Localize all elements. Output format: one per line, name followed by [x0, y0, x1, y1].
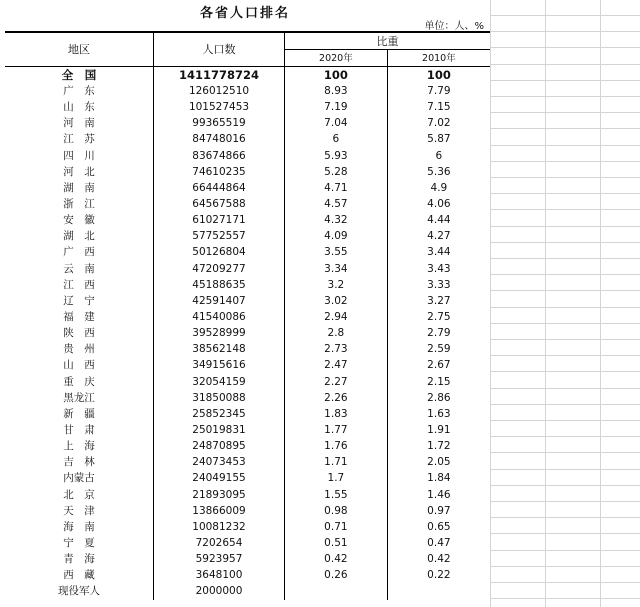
ratio-2020-cell: 0.42	[285, 552, 388, 568]
region-cell: 青 海	[63, 553, 95, 566]
ratio-2020-cell: 2.94	[285, 309, 388, 325]
ratio-2010-cell: 3.43	[427, 262, 451, 275]
grid-row-line	[490, 47, 640, 48]
region-cell: 内蒙古	[63, 472, 95, 485]
region-cell: 安 徽	[63, 214, 95, 227]
region-cell: 重 庆	[63, 375, 95, 388]
ratio-2020-cell: 100	[285, 67, 388, 84]
ratio-2020-cell: 5.93	[285, 148, 388, 164]
region-cell: 天 津	[63, 504, 95, 517]
population-cell: 38562148	[154, 342, 285, 358]
ratio-2020-cell: 1.77	[285, 422, 388, 438]
table-row	[5, 374, 490, 390]
table-row	[5, 552, 490, 568]
region-cell: 吉 林	[63, 456, 95, 469]
grid-row-line	[490, 128, 640, 129]
table-row	[5, 471, 490, 487]
region-cell: 福 建	[63, 310, 95, 323]
grid-column-line	[490, 0, 491, 607]
region-cell: 全 国	[61, 67, 97, 82]
region-cell: 宁 夏	[63, 536, 95, 549]
ratio-2020-cell: 3.34	[285, 261, 388, 277]
region-cell: 云 南	[63, 262, 95, 275]
ratio-2020-cell: 0.98	[285, 503, 388, 519]
ratio-2010-cell: 100	[426, 67, 451, 82]
grid-row-line	[490, 290, 640, 291]
ratio-2020-cell: 0.51	[285, 535, 388, 551]
ratio-2010-cell: 1.84	[427, 472, 451, 485]
population-cell: 3648100	[154, 568, 285, 584]
ratio-2020-cell: 3.2	[285, 277, 388, 293]
ratio-2020-cell: 1.55	[285, 487, 388, 503]
region-cell: 江 苏	[63, 133, 95, 146]
ratio-2010-cell: 0.97	[427, 504, 451, 517]
region-cell: 广 西	[63, 246, 95, 259]
table-row	[5, 519, 490, 535]
grid-row-line	[490, 566, 640, 567]
population-cell: 24073453	[154, 455, 285, 471]
table-row	[5, 293, 490, 309]
population-cell: 39528999	[154, 326, 285, 342]
ratio-2010-cell: 4.9	[430, 181, 448, 194]
ratio-2020-cell	[285, 584, 388, 600]
ratio-2010-cell: 1.46	[427, 488, 451, 501]
table-row	[5, 100, 490, 116]
region-cell: 山 西	[63, 359, 95, 372]
region-cell: 上 海	[63, 440, 95, 453]
table-row	[5, 535, 490, 551]
ratio-2010-cell: 2.75	[427, 310, 451, 323]
population-cell: 21893095	[154, 487, 285, 503]
header-region: 地区	[5, 32, 154, 67]
grid-row-line	[490, 452, 640, 453]
grid-row-line	[490, 80, 640, 81]
grid-row-line	[490, 307, 640, 308]
region-cell: 现役军人	[58, 585, 100, 598]
region-cell: 山 东	[63, 101, 95, 114]
grid-row-line	[490, 193, 640, 194]
grid-row-line	[490, 533, 640, 534]
ratio-2010-cell: 7.02	[427, 117, 451, 130]
ratio-2010-cell: 5.36	[427, 165, 451, 178]
ratio-2020-cell: 4.09	[285, 229, 388, 245]
population-cell: 50126804	[154, 245, 285, 261]
region-cell: 四 川	[63, 149, 95, 162]
table-row	[5, 116, 490, 132]
population-cell: 31850088	[154, 390, 285, 406]
ratio-2010-cell: 2.79	[427, 327, 451, 340]
header-2010: 2010年	[387, 50, 490, 67]
table-row	[5, 439, 490, 455]
population-cell: 61027171	[154, 213, 285, 229]
population-cell: 7202654	[154, 535, 285, 551]
header-population: 人口数	[154, 32, 285, 67]
ratio-2020-cell: 8.93	[285, 83, 388, 99]
grid-column-line	[600, 0, 601, 607]
grid-row-line	[490, 226, 640, 227]
ratio-2010-cell: 1.63	[427, 407, 451, 420]
table-row	[5, 422, 490, 438]
grid-row-line	[490, 209, 640, 210]
table-row	[5, 213, 490, 229]
ratio-2020-cell: 2.27	[285, 374, 388, 390]
region-cell: 浙 江	[63, 197, 95, 210]
grid-row-line	[490, 323, 640, 324]
ratio-2020-cell: 1.7	[285, 471, 388, 487]
population-cell: 57752557	[154, 229, 285, 245]
ratio-2010-cell: 0.47	[427, 536, 451, 549]
ratio-2010-cell: 5.87	[427, 133, 451, 146]
table-row	[5, 277, 490, 293]
ratio-2010-cell	[387, 584, 490, 600]
table-row	[5, 406, 490, 422]
population-cell: 74610235	[154, 164, 285, 180]
ratio-2020-cell: 0.71	[285, 519, 388, 535]
ratio-2020-cell: 7.04	[285, 116, 388, 132]
region-cell: 湖 北	[63, 230, 95, 243]
population-cell: 5923957	[154, 552, 285, 568]
population-cell: 101527453	[154, 100, 285, 116]
ratio-2020-cell: 1.76	[285, 439, 388, 455]
grid-row-line	[490, 485, 640, 486]
grid-row-line	[490, 501, 640, 502]
ratio-2020-cell: 4.57	[285, 196, 388, 212]
ratio-2010-cell: 2.05	[427, 456, 451, 469]
grid-row-line	[490, 355, 640, 356]
grid-row-line	[490, 371, 640, 372]
ratio-2020-cell: 2.73	[285, 342, 388, 358]
ratio-2020-cell: 5.28	[285, 164, 388, 180]
ratio-2010-cell: 4.44	[427, 214, 451, 227]
population-cell: 64567588	[154, 196, 285, 212]
grid-row-line	[490, 64, 640, 65]
table-row	[5, 342, 490, 358]
table-row	[5, 326, 490, 342]
ratio-2020-cell: 4.71	[285, 180, 388, 196]
region-cell: 新 疆	[63, 407, 95, 420]
grid-row-line	[490, 161, 640, 162]
population-cell: 10081232	[154, 519, 285, 535]
region-cell: 河 南	[63, 117, 95, 130]
population-cell: 42591407	[154, 293, 285, 309]
ratio-2010-cell: 1.72	[427, 440, 451, 453]
region-cell: 北 京	[63, 488, 95, 501]
table-row	[5, 164, 490, 180]
ratio-2010-cell: 0.22	[427, 569, 451, 582]
region-cell: 黑龙江	[63, 391, 95, 404]
grid-row-line	[490, 517, 640, 518]
ratio-2020-cell: 6	[285, 132, 388, 148]
population-cell: 126012510	[154, 83, 285, 99]
table-header-row	[5, 32, 490, 50]
grid-row-line	[490, 469, 640, 470]
grid-row-line	[490, 258, 640, 259]
ratio-2020-cell: 3.02	[285, 293, 388, 309]
table-row	[5, 309, 490, 325]
ratio-2010-cell: 4.27	[427, 230, 451, 243]
grid-row-line	[490, 404, 640, 405]
table-row	[5, 180, 490, 196]
grid-row-line	[490, 420, 640, 421]
ratio-2010-cell: 2.86	[427, 391, 451, 404]
ratio-2020-cell: 0.26	[285, 568, 388, 584]
table-row	[5, 229, 490, 245]
population-table	[5, 31, 490, 600]
population-cell: 45188635	[154, 277, 285, 293]
ratio-2020-cell: 2.8	[285, 326, 388, 342]
population-cell: 25019831	[154, 422, 285, 438]
grid-column-line	[545, 0, 546, 607]
ratio-2020-cell: 2.26	[285, 390, 388, 406]
population-cell: 84748016	[154, 132, 285, 148]
table-row	[5, 148, 490, 164]
ratio-2010-cell: 7.15	[427, 101, 451, 114]
grid-row-line	[490, 145, 640, 146]
region-cell: 海 南	[63, 520, 95, 533]
ratio-2020-cell: 3.55	[285, 245, 388, 261]
population-cell: 32054159	[154, 374, 285, 390]
grid-row-line	[490, 436, 640, 437]
ratio-2010-cell: 3.33	[427, 278, 451, 291]
ratio-2010-cell: 0.65	[427, 520, 451, 533]
population-cell: 47209277	[154, 261, 285, 277]
table-row	[5, 358, 490, 374]
ratio-2020-cell: 7.19	[285, 100, 388, 116]
table-row	[5, 455, 490, 471]
grid-row-line	[490, 96, 640, 97]
grid-row-line	[490, 582, 640, 583]
grid-row-line	[490, 112, 640, 113]
region-cell: 西 藏	[63, 569, 95, 582]
ratio-2010-cell: 2.59	[427, 343, 451, 356]
grid-row-line	[490, 242, 640, 243]
population-cell: 83674866	[154, 148, 285, 164]
population-cell: 2000000	[154, 584, 285, 600]
grid-row-line	[490, 339, 640, 340]
table-row	[5, 132, 490, 148]
grid-row-line	[490, 31, 640, 32]
unit-label: 单位：人、%	[424, 21, 484, 32]
grid-row-line	[490, 550, 640, 551]
header-2020: 2020年	[285, 50, 388, 67]
grid-row-line	[490, 15, 640, 16]
grid-row-line	[490, 598, 640, 599]
ratio-2010-cell: 2.67	[427, 359, 451, 372]
population-cell: 13866009	[154, 503, 285, 519]
grid-row-line	[490, 177, 640, 178]
ratio-2010-cell: 0.42	[427, 553, 451, 566]
ratio-2010-cell: 3.27	[427, 294, 451, 307]
table-row	[5, 67, 490, 84]
population-cell: 1411778724	[154, 67, 285, 84]
table-row	[5, 196, 490, 212]
ratio-2020-cell: 2.47	[285, 358, 388, 374]
table-row	[5, 390, 490, 406]
table-row	[5, 568, 490, 584]
ratio-2010-cell: 6	[435, 149, 443, 162]
grid-row-line	[490, 388, 640, 389]
header-ratio: 比重	[285, 32, 491, 50]
ratio-2020-cell: 1.71	[285, 455, 388, 471]
table-row	[5, 83, 490, 99]
population-cell: 99365519	[154, 116, 285, 132]
region-cell: 河 北	[63, 165, 95, 178]
region-cell: 广 东	[63, 84, 95, 97]
table-row	[5, 584, 490, 600]
ratio-2020-cell: 4.32	[285, 213, 388, 229]
population-cell: 41540086	[154, 309, 285, 325]
population-cell: 24049155	[154, 471, 285, 487]
region-cell: 湖 南	[63, 181, 95, 194]
ratio-2010-cell: 1.91	[427, 423, 451, 436]
region-cell: 辽 宁	[63, 294, 95, 307]
ratio-2010-cell: 7.79	[427, 84, 451, 97]
population-cell: 25852345	[154, 406, 285, 422]
table-row	[5, 503, 490, 519]
table-row	[5, 245, 490, 261]
region-cell: 甘 肃	[63, 423, 95, 436]
region-cell: 贵 州	[63, 343, 95, 356]
page-title: 各省人口排名	[199, 6, 290, 21]
region-cell: 陕 西	[63, 327, 95, 340]
region-cell: 江 西	[63, 278, 95, 291]
ratio-2010-cell: 2.15	[427, 375, 451, 388]
ratio-2010-cell: 3.44	[427, 246, 451, 259]
population-cell: 24870895	[154, 439, 285, 455]
table-row	[5, 487, 490, 503]
population-cell: 66444864	[154, 180, 285, 196]
ratio-2020-cell: 1.83	[285, 406, 388, 422]
ratio-2010-cell: 4.06	[427, 197, 451, 210]
table-row	[5, 261, 490, 277]
grid-row-line	[490, 274, 640, 275]
population-cell: 34915616	[154, 358, 285, 374]
